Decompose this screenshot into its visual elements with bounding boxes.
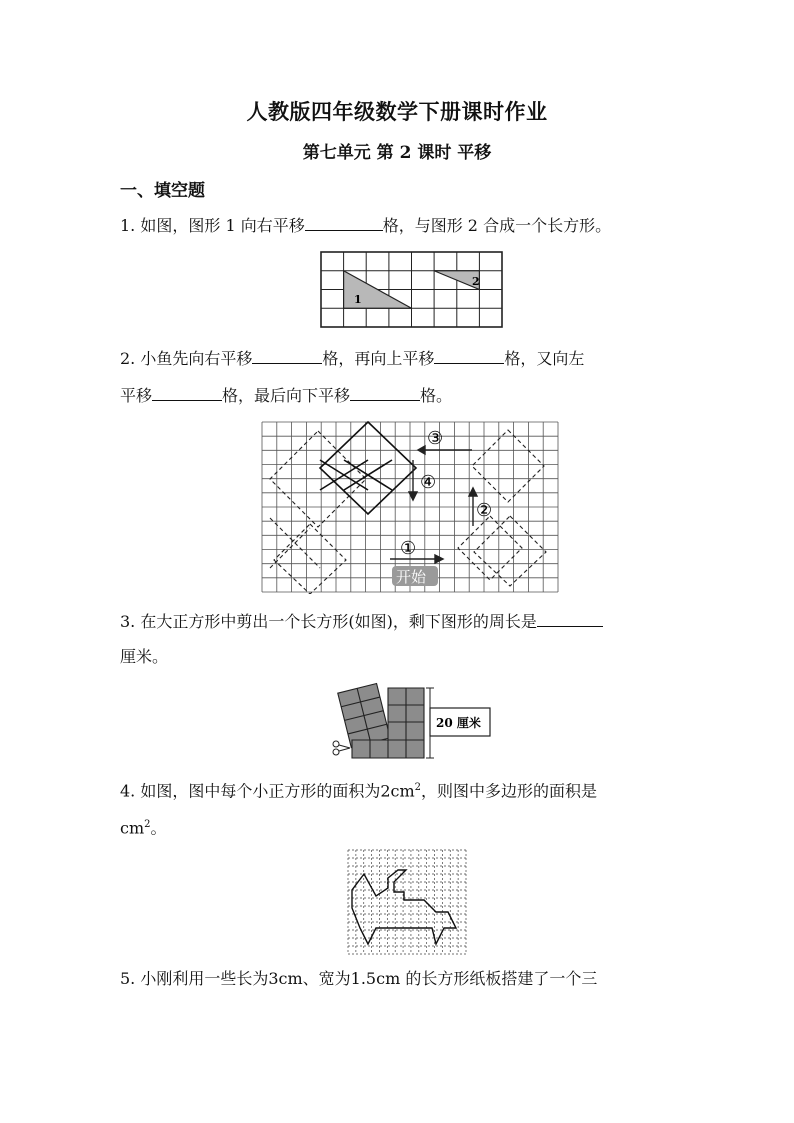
q2-text-b: 格，再向上平移 xyxy=(322,349,435,368)
q4-sup-2: 2 xyxy=(144,819,151,830)
figure-1-grid xyxy=(320,251,504,329)
q2-blank-3[interactable] xyxy=(152,384,222,401)
figure-1-label-1: 1 xyxy=(354,293,362,306)
figure-2-arrow-2-label: ② xyxy=(476,500,493,521)
question-3-line-2 xyxy=(120,647,168,667)
q2-text-f: 格。 xyxy=(420,386,453,405)
question-4-line-2 xyxy=(120,815,167,838)
q2-text-e: 格，最后向下平移 xyxy=(222,386,351,405)
figure-2-arrow-1-label: ① xyxy=(400,538,417,559)
q4-end: 。 xyxy=(150,818,167,838)
q3-text: 3. 在大正方形中剪出一个长方形(如图)，剩下图形的周长是 xyxy=(120,612,537,631)
q4-unit: cm xyxy=(120,818,145,838)
question-2-line-1 xyxy=(120,347,584,369)
figure-4-polygon xyxy=(352,870,456,944)
q5-text: 5. 小刚利用一些长为3cm、宽为1.5cm 的长方形纸板搭建了一个三 xyxy=(120,969,598,988)
q1-text-before: 1. 如图，图形 1 向右平移 xyxy=(120,216,305,235)
page-title: 人教版四年级数学下册课时作业 xyxy=(246,99,548,124)
question-4-line-1 xyxy=(120,778,597,801)
figure-1-label-2: 2 xyxy=(472,275,480,288)
question-2-line-2 xyxy=(120,384,452,406)
question-1 xyxy=(120,214,611,236)
q2-text-a: 2. 小鱼先向右平移 xyxy=(120,349,253,368)
figure-2-arrow-3-label: ③ xyxy=(427,428,444,449)
q2-text-c: 格，又向左 xyxy=(504,349,585,368)
q4-text-b: ，则图中多边形的面积是 xyxy=(421,781,598,801)
q2-text-d: 平移 xyxy=(120,386,153,405)
figure-3-square-cut xyxy=(326,682,494,762)
figure-2-start-label: 开始 xyxy=(396,568,427,586)
figure-4-polygon-grid xyxy=(346,848,468,956)
q1-blank[interactable] xyxy=(305,214,383,231)
q4-sup-1: 2 xyxy=(414,782,422,793)
q2-blank-4[interactable] xyxy=(350,384,420,401)
question-3-line-1 xyxy=(120,610,603,632)
q3-blank[interactable] xyxy=(537,610,603,627)
q4-text-a: 4. 如图，图中每个小正方形的面积为2cm xyxy=(120,781,415,801)
section-title: 一、填空题 xyxy=(120,181,205,201)
page-subtitle: 第七单元 第 2 课时 平移 xyxy=(302,143,492,163)
figure-3-dimension-label: 20 厘米 xyxy=(436,716,481,730)
figure-2-fish-grid xyxy=(260,420,560,594)
q1-text-after: 格，与图形 2 合成一个长方形。 xyxy=(382,216,612,235)
q3-unit: 厘米。 xyxy=(120,647,169,666)
q2-blank-2[interactable] xyxy=(434,347,504,364)
figure-2-arrow-4-label: ④ xyxy=(420,472,437,493)
q2-blank-1[interactable] xyxy=(252,347,322,364)
question-5-line-1 xyxy=(120,969,597,989)
